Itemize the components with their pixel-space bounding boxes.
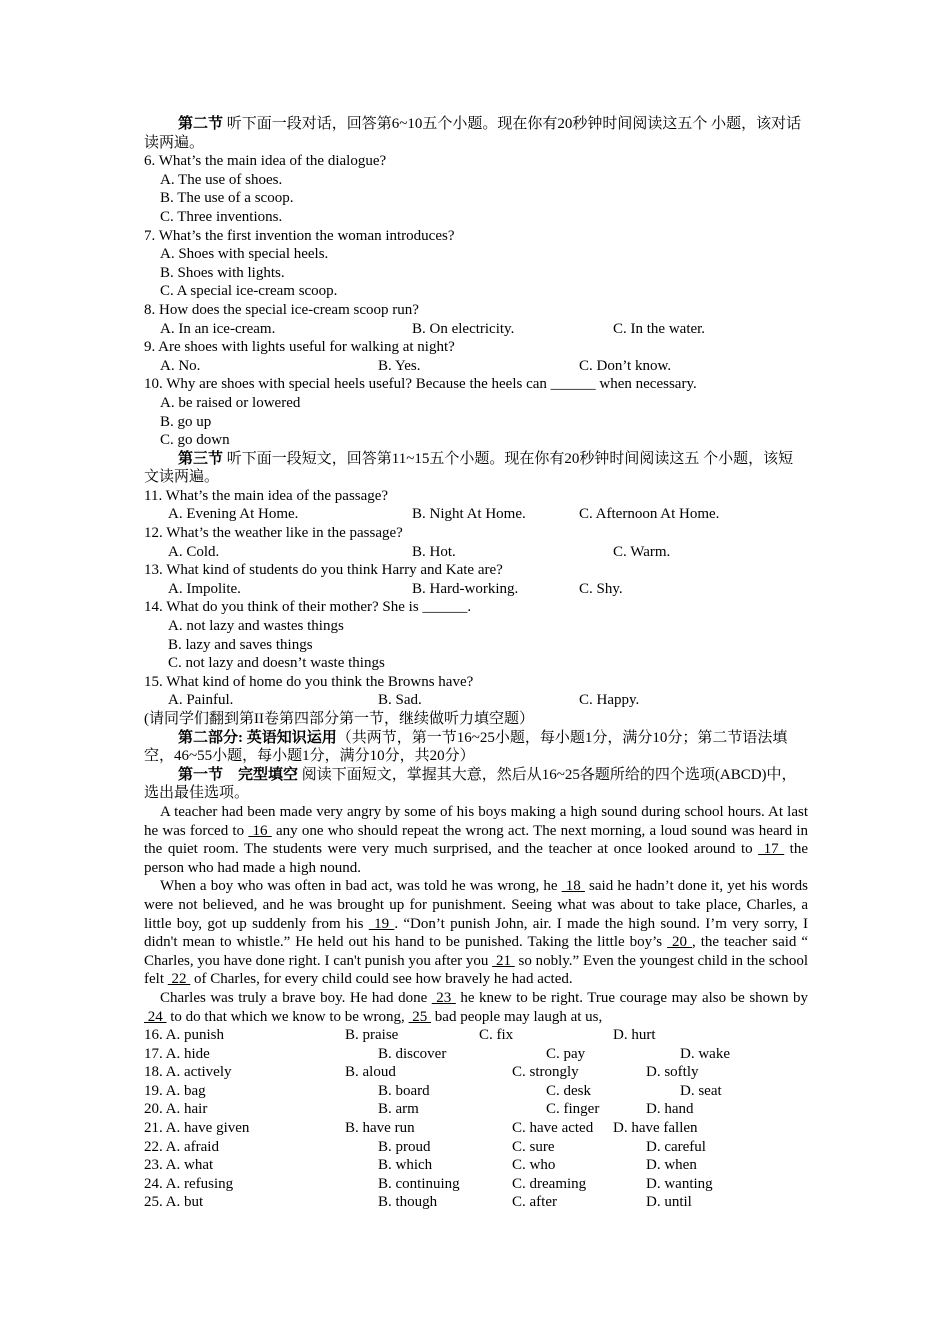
- option: B. proud: [378, 1138, 431, 1155]
- option: A. In an ice-cream.: [160, 320, 276, 337]
- option-row: [144, 320, 808, 339]
- blank-17: 17: [758, 841, 785, 858]
- passage-text: bad people may laugh at us,: [431, 1008, 603, 1025]
- blank-16: 16: [248, 822, 272, 839]
- question-stem: 11. What’s the main idea of the passage?: [144, 487, 389, 504]
- option: C. finger: [546, 1101, 600, 1118]
- section-2-instructions: [144, 115, 808, 152]
- option-row: [144, 580, 808, 599]
- option: A. not lazy and wastes things: [168, 618, 344, 635]
- option: B. lazy and saves things: [168, 636, 313, 653]
- question-stem: 10. Why are shoes with special heels useful? Because the heels can ______ when necessary.: [144, 376, 697, 393]
- option: C. In the water.: [613, 320, 706, 337]
- option: C. Don’t know.: [579, 357, 672, 374]
- option: B. Hard-working.: [412, 580, 519, 597]
- cloze-options: [144, 1026, 808, 1212]
- cloze-heading: 第一节 完型填空: [178, 766, 299, 783]
- option: D. wanting: [646, 1175, 713, 1192]
- option: B. Hot.: [412, 543, 456, 560]
- option: C. who: [512, 1157, 556, 1174]
- passage-text: of Charles, for every child could see how bravely he had acted.: [190, 971, 573, 988]
- option: 24. A. refusing: [144, 1175, 234, 1192]
- option-row: [144, 1082, 808, 1101]
- question-stem: 7. What’s the first invention the woman introduces?: [144, 227, 455, 244]
- passage-text: said he hadn’t done it, yet his words were not believed, and he was brought up for punishment. Seeing what was about to take place, Charles, a little boy, got up suddenly from his: [144, 878, 809, 932]
- section-text: 听下面一段短文，回答第11~15五个小题。现在你有20秒钟时间阅读这五 个小题，该短文读两遍。: [144, 450, 794, 486]
- option: B. which: [378, 1157, 433, 1174]
- option: D. hand: [646, 1101, 694, 1118]
- option-row: [144, 1156, 808, 1175]
- option: 18. A. actively: [144, 1064, 232, 1081]
- passage-text: he knew to be right. True courage may also be shown by: [455, 989, 809, 1006]
- passage-paragraph-2: [144, 877, 808, 989]
- blank-18: 18: [561, 878, 585, 895]
- option-row: [144, 505, 808, 524]
- option: B. praise: [345, 1027, 399, 1044]
- option: 19. A. bag: [144, 1082, 206, 1099]
- part-text: （共两节，第一节16~25小题，每小题1分，满分10分；第二节语法填空，46~55小题，每小题1分，满分10分，共20分）: [144, 729, 788, 765]
- option: C. desk: [546, 1082, 591, 1099]
- option: 25. A. but: [144, 1194, 204, 1211]
- option: B. continuing: [378, 1175, 460, 1192]
- option: A. No.: [160, 357, 201, 374]
- option-row: [144, 691, 808, 710]
- part-heading: 第二部分: 英语知识运用: [178, 729, 337, 746]
- option: 16. A. punish: [144, 1027, 225, 1044]
- passage-text: , the teacher said “ Charles, you have done right. I can't punish you after you: [144, 934, 809, 969]
- question-stem: 13. What kind of students do you think Harry and Kate are?: [144, 562, 503, 579]
- option: 23. A. what: [144, 1157, 214, 1174]
- cloze-text: 阅读下面短文，掌握其大意，然后从16~25各题所给的四个选项(ABCD)中，选出最佳选项。: [144, 766, 797, 802]
- option: B. have run: [345, 1120, 415, 1137]
- option: A. Shoes with special heels.: [160, 246, 329, 263]
- option-row: [144, 1138, 808, 1157]
- option: B. On electricity.: [412, 320, 515, 337]
- blank-21: 21: [492, 952, 515, 969]
- option-row: [144, 1119, 808, 1138]
- option-row: [144, 1045, 808, 1064]
- passage-text: any one who should repeat the wrong act. The next morning, a loud sound was heard in the quiet room. The students were very much surprised, and the teacher at once looked around to: [144, 822, 809, 858]
- option: A. be raised or lowered: [160, 394, 301, 411]
- option: B. Night At Home.: [412, 506, 526, 523]
- blank-22: 22: [167, 971, 191, 988]
- option: 21. A. have given: [144, 1120, 250, 1137]
- option: A. Impolite.: [168, 580, 241, 597]
- blank-24: 24: [144, 1008, 167, 1025]
- question-stem: 9. Are shoes with lights useful for walking at night?: [144, 339, 455, 356]
- question-stem: 15. What kind of home do you think the Browns have?: [144, 673, 474, 690]
- option: D. have fallen: [613, 1120, 698, 1137]
- listening-note: (请同学们翻到第II卷第四部分第一节，继续做听力填空题）: [144, 711, 534, 727]
- passage-paragraph-1: [144, 803, 808, 877]
- option-row: [144, 1175, 808, 1194]
- option: C. Afternoon At Home.: [579, 506, 720, 523]
- blank-23: 23: [431, 989, 456, 1006]
- option: C. not lazy and doesn’t waste things: [168, 655, 385, 672]
- option: B. The use of a scoop.: [160, 190, 294, 207]
- option: D. wake: [680, 1045, 730, 1062]
- option: B. Yes.: [378, 357, 421, 374]
- section-heading: 第三节: [178, 450, 224, 467]
- cloze-instructions: [144, 766, 808, 803]
- option: B. board: [378, 1082, 430, 1099]
- passage-text: Charles was truly a brave boy. He had done: [160, 989, 432, 1006]
- option-row: [144, 1063, 808, 1082]
- section-heading: 第二节: [178, 116, 224, 132]
- option: D. careful: [646, 1138, 706, 1155]
- option: C. A special ice-cream scoop.: [160, 283, 338, 300]
- option: B. discover: [378, 1045, 447, 1062]
- option: B. though: [378, 1194, 438, 1211]
- blank-19: 19: [368, 915, 395, 932]
- option: C. after: [512, 1194, 557, 1211]
- blank-20: 20: [667, 934, 692, 951]
- passage-text: A teacher had been made very angry by some of his boys making a high sound during school hours. At last he was forced to: [144, 803, 808, 839]
- passage-paragraph-3: [144, 989, 808, 1026]
- option: C. Three inventions.: [160, 208, 283, 225]
- option: C. pay: [546, 1045, 586, 1062]
- option: D. until: [646, 1194, 692, 1211]
- passage-text: to do that which we know to be wrong,: [166, 1008, 409, 1025]
- option: C. Happy.: [579, 692, 640, 709]
- option: 17. A. hide: [144, 1045, 210, 1062]
- option: C. Warm.: [613, 543, 671, 560]
- part-2-instructions: [144, 729, 808, 766]
- option: B. aloud: [345, 1064, 396, 1081]
- option: A. Painful.: [168, 692, 234, 709]
- exam-page: [144, 115, 808, 1212]
- passage-text: . “Don’t punish John, air. I made the high sound. I’m very sorry, I didn't mean to whistle.” He held out his hand to be punished. Taking the little boy’s: [144, 915, 809, 951]
- option: A. The use of shoes.: [160, 171, 283, 188]
- option: C. Shy.: [579, 580, 623, 597]
- passage-text: so nobly.” Even the youngest child in the school felt: [144, 952, 808, 988]
- option: B. Shoes with lights.: [160, 264, 285, 281]
- option: B. Sad.: [378, 692, 422, 709]
- option: C. dreaming: [512, 1175, 587, 1192]
- option: A. Cold.: [168, 543, 220, 560]
- option-row: [144, 357, 808, 376]
- option: 20. A. hair: [144, 1101, 208, 1118]
- option: C. fix: [479, 1027, 514, 1044]
- option-row: [144, 1100, 808, 1119]
- option: C. have acted: [512, 1120, 594, 1137]
- option: A. Evening At Home.: [168, 506, 299, 523]
- option: C. go down: [160, 432, 230, 449]
- section-text: 听下面一段对话，回答第6~10五个小题。现在你有20秒钟时间阅读这五个 小题，该对话读两遍。: [144, 116, 802, 151]
- question-stem: 6. What’s the main idea of the dialogue?: [144, 153, 387, 170]
- option: C. strongly: [512, 1064, 579, 1081]
- option: D. softly: [646, 1064, 699, 1081]
- option-row: [144, 543, 808, 562]
- option: C. sure: [512, 1138, 555, 1155]
- option-row: [144, 1193, 808, 1212]
- option: B. arm: [378, 1101, 419, 1118]
- section-3-instructions: [144, 450, 808, 487]
- question-stem: 14. What do you think of their mother? She is ______.: [144, 599, 472, 616]
- passage-text: When a boy who was often in bad act, was told he was wrong, he: [160, 878, 562, 895]
- passage-text: the person who had made a high nound.: [144, 841, 808, 876]
- option: D. hurt: [613, 1027, 656, 1044]
- option: B. go up: [160, 413, 212, 430]
- option: D. when: [646, 1157, 697, 1174]
- question-stem: 8. How does the special ice-cream scoop run?: [144, 301, 419, 318]
- question-stem: 12. What’s the weather like in the passage?: [144, 525, 403, 542]
- blank-25: 25: [408, 1008, 432, 1025]
- option-row: [144, 1026, 808, 1045]
- option: 22. A. afraid: [144, 1138, 219, 1155]
- option: D. seat: [680, 1082, 722, 1099]
